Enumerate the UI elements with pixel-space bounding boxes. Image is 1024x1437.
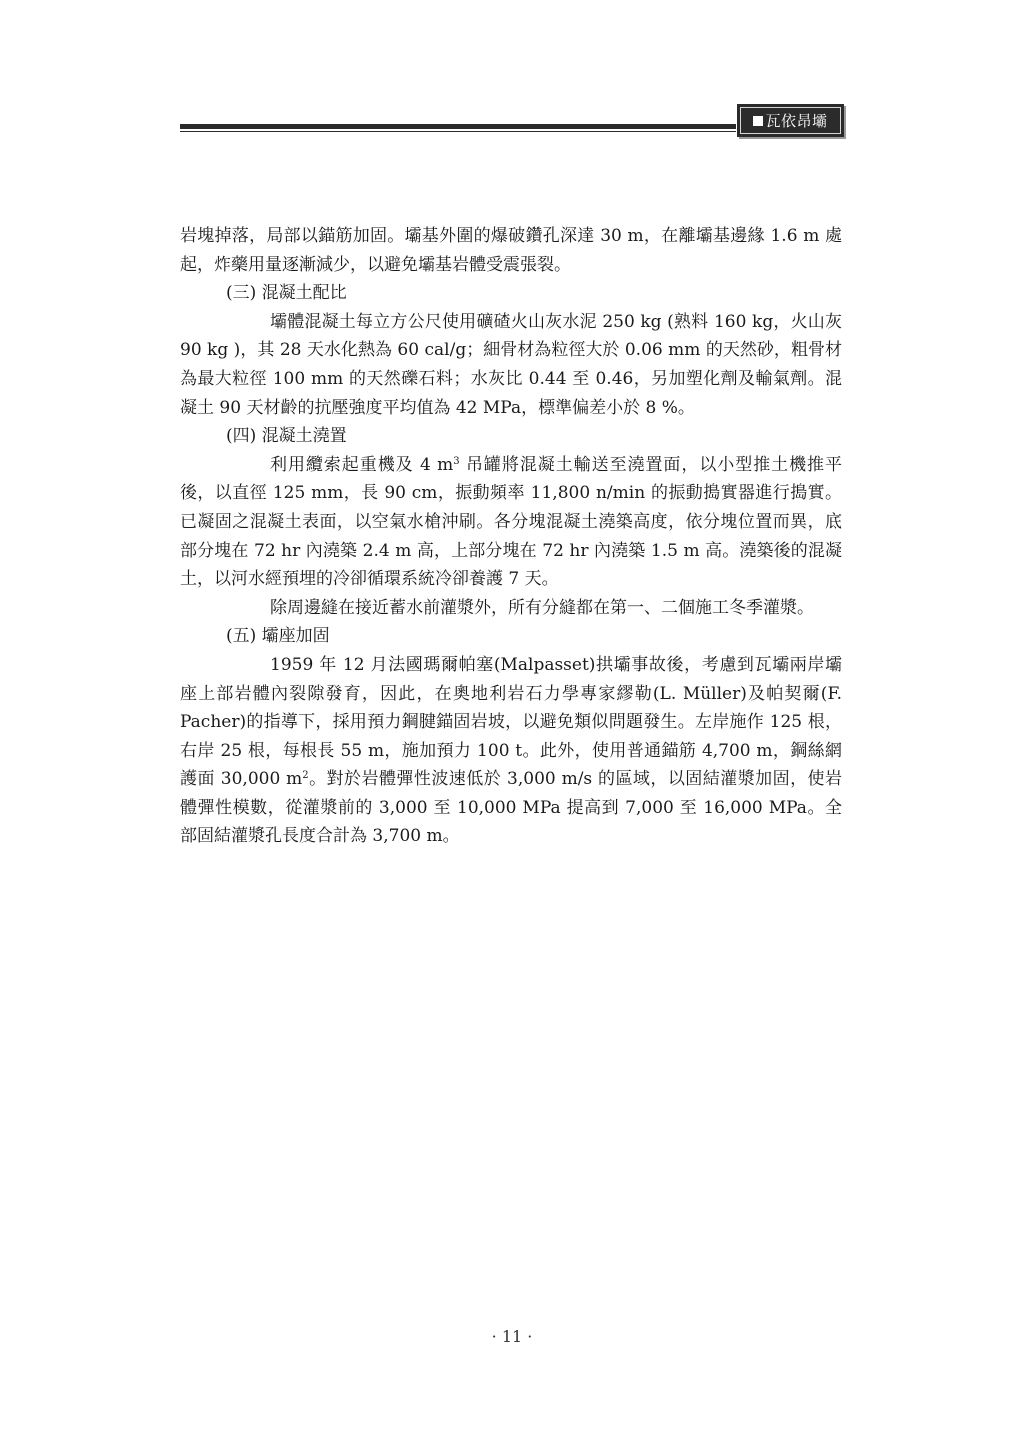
black-square-icon <box>753 116 763 126</box>
chapter-tab-inner <box>740 107 841 134</box>
paragraph-4: 除周邊縫在接近蓄水前灌漿外，所有分縫都在第一、二個施工冬季灌漿。 <box>270 597 814 618</box>
paragraph-3-part-a: 利用纜索起重機及 4 m <box>270 454 454 475</box>
section-heading-5: (五) 壩座加固 <box>226 626 330 647</box>
header-rule <box>180 124 736 129</box>
chapter-title: 瓦依昂壩 <box>765 112 828 130</box>
paragraph-3 <box>180 451 842 594</box>
superscript-square: 2 <box>302 770 309 782</box>
section-heading-4: (四) 混凝土澆置 <box>226 426 347 447</box>
header-rule-thin <box>180 131 736 132</box>
paragraph-1: 岩塊掉落，局部以錨筋加固。壩基外圍的爆破鑽孔深達 30 m，在離壩基邊緣 1.6 m 處起，炸藥用量逐漸減少，以避免壩基岩體受震張裂。 <box>180 226 842 275</box>
page-number: · 11 · <box>491 1327 533 1346</box>
chapter-tab <box>737 104 844 137</box>
paragraph-5-part-b: 。對於岩體彈性波速低於 3,000 m/s 的區域，以固結灌漿加固，使岩體彈性模數，從灌漿前的 3,000 至 10,000 MPa 提高到 7,000 至 16,000 MPa。全部固結灌漿孔長度合計為 3,700 m。 <box>180 769 842 847</box>
paragraph-3-part-b: 吊罐將混凝土輸送至澆置面，以小型推土機推平後，以直徑 125 mm，長 90 cm，振動頻率 11,800 n/min 的振動搗實器進行搗實。已凝固之混凝土表面，以空氣水槍沖刷。各分塊混凝土澆築高度，依分塊位置而異，底部分塊在 72 hr 內澆築 2.4 m 高，上部分塊在 72 hr 內澆築 1.5 m 高。澆築後的混凝土，以河水經預埋的冷卻循環系統冷卻養護 7 天。 <box>180 454 842 590</box>
paragraph-2: 壩體混凝土每立方公尺使用礦碴火山灰水泥 250 kg (熟料 160 kg，火山灰 90 kg )，其 28 天水化熱為 60 cal/g；細骨材為粒徑大於 0.06 mm 的天然砂，粗骨材為最大粒徑 100 mm 的天然礫石料；水灰比 0.44 至 0.46，另加塑化劑及輸氣劑。混凝土 90 天材齡的抗壓強度平均值為 42 MPa，標準偏差小於 8 %。 <box>180 311 842 418</box>
page-body <box>180 222 842 851</box>
superscript-cubic: 3 <box>453 455 460 467</box>
section-heading-3: (三) 混凝土配比 <box>226 283 347 304</box>
paragraph-5-part-a: 1959 年 12 月法國瑪爾帕塞(Malpasset)拱壩事故後，考慮到瓦壩兩岸壩座上部岩體內裂隙發育，因此，在奧地利岩石力學專家繆勒(L. Müller)及帕契爾(F. Pacher)的指導下，採用預力鋼腱錨固岩坡，以避免類似問題發生。左岸施作 125 根，右岸 25 根，每根長 55 m，施加預力 100 t。此外，使用普通錨筋 4,700 m，鋼絲網護面 30,000 m <box>180 654 842 790</box>
paragraph-5 <box>180 651 842 851</box>
